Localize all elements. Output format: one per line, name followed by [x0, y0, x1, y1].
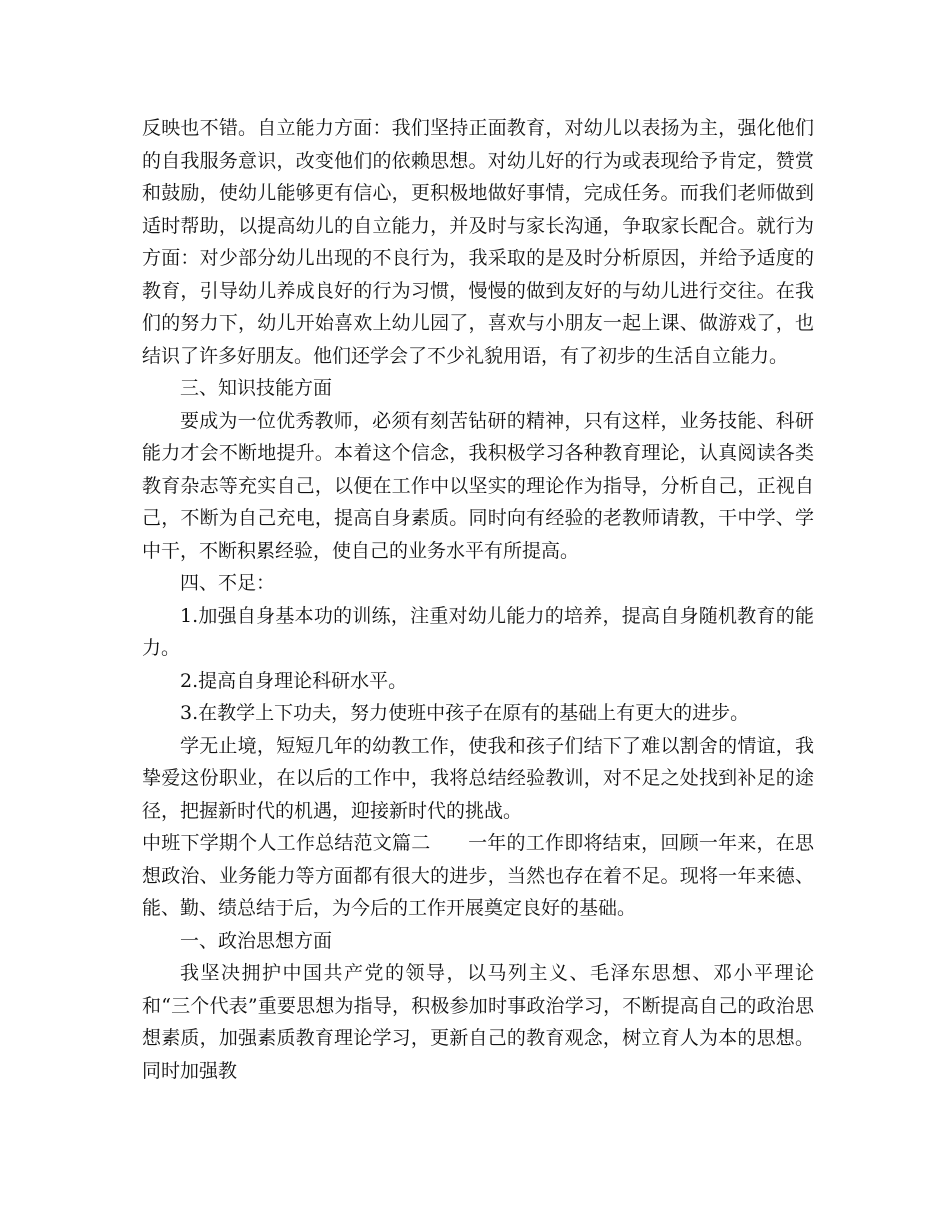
list-item-shortcoming-2: 2.提高自身理论科研水平。: [180, 669, 408, 692]
article-two-intro-text: 一年的工作即将结束，回顾一年来，在思想政治、业务能力等方面都有很大的进步，当然也存在着不足。现将一年来德、能、勤、绩总结于后，为今后的工作开展奠定良好的基础。: [142, 832, 814, 919]
title-gap: [430, 832, 468, 854]
section-heading-knowledge-skills: 三、知识技能方面: [180, 377, 333, 399]
paragraph-political-thought: 我坚决拥护中国共产党的领导，以马列主义、毛泽东思想、邓小平理论和“三个代表”重要思想为指导，积极参加时事政治学习，不断提高自己的政治思想素质，加强素质教育理论学习，更新自己的教育观念，树立育人为本的思想。同时加强教: [142, 962, 814, 1082]
article-two-title: 中班下学期个人工作总结范文篇二: [142, 832, 431, 854]
section-heading-shortcomings: 四、不足：: [180, 572, 276, 594]
list-item-shortcoming-1: 1.加强自身基本功的训练，注重对幼儿能力的培养，提高自身随机教育的能力。: [142, 604, 814, 659]
paragraph-self-reliance-continued: 反映也不错。自立能力方面：我们坚持正面教育，对幼儿以表扬为主，强化他们的自我服务意识，改变他们的依赖思想。对幼儿好的行为或表现给予肯定，赞赏和鼓励，使幼儿能够更有信心，更积极地做好事情，完成任务。而我们老师做到适时帮助，以提高幼儿的自立能力，并及时与家长沟通，争取家长配合。就行为方面：对少部分幼儿出现的不良行为，我采取的是及时分析原因，并给予适度的教育，引导幼儿养成良好的行为习惯，慢慢的做到友好的与幼儿进行交往。在我们的努力下，幼儿开始喜欢上幼儿园了，喜欢与小朋友一起上课、做游戏了，也结识了许多好朋友。他们还学会了不少礼貌用语，有了初步的生活自立能力。: [142, 117, 814, 367]
list-item-shortcoming-3: 3.在教学上下功夫，努力使班中孩子在原有的基础上有更大的进步。: [180, 702, 750, 724]
paragraph-knowledge-skills: 要成为一位优秀教师，必须有刻苦钻研的精神，只有这样，业务技能、科研能力才会不断地提升。本着这个信念，我积极学习各种教育理论，认真阅读各类教育杂志等充实自己，以便在工作中以坚实的理论作为指导，分析自己，正视自己，不断为自己充电，提高自身素质。同时向有经验的老教师请教，干中学、学中干，不断积累经验，使自己的业务水平有所提高。: [142, 409, 814, 562]
paragraph-conclusion: 学无止境，短短几年的幼教工作，使我和孩子们结下了难以割舍的情谊，我挚爱这份职业，在以后的工作中，我将总结经验教训，对不足之处找到补足的途径，把握新时代的机遇，迎接新时代的挑战。: [142, 734, 814, 822]
document-body: [142, 112, 814, 1087]
section-heading-political-thought: 一、政治思想方面: [180, 929, 333, 952]
paragraph-article-two-intro: [142, 827, 814, 925]
